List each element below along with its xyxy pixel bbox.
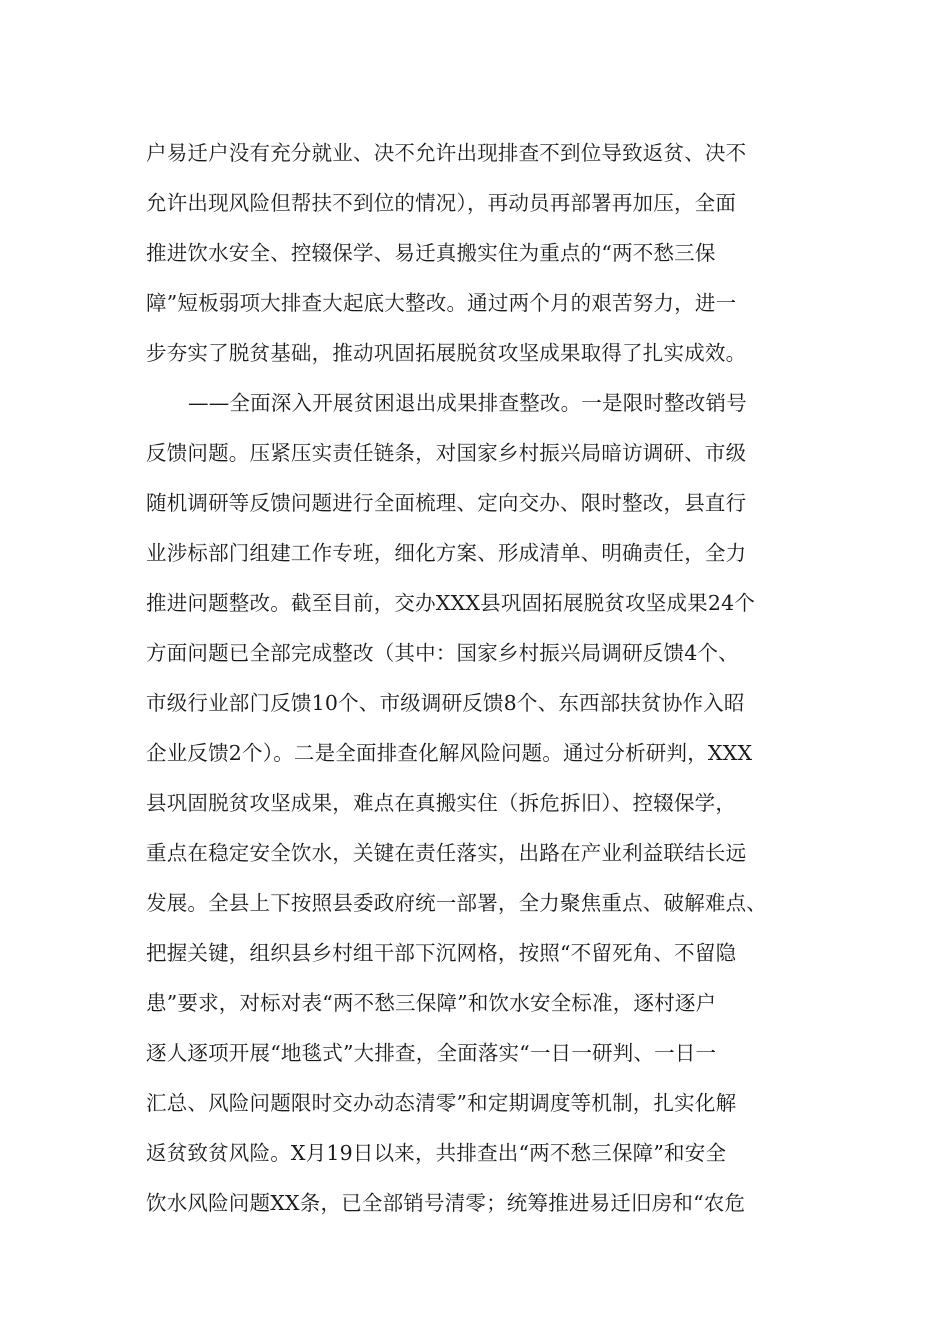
text-line: 步夯实了脱贫基础，推动巩固拓展脱贫攻坚成果取得了扎实成效。 bbox=[146, 341, 747, 365]
text-line: 把握关键，组织县乡村组干部下沉网格，按照“不留死角、不留隐 bbox=[146, 941, 737, 965]
text-line: 返贫致贫风险。X月19日以来，共排查出“两不愁三保障”和安全 bbox=[146, 1141, 727, 1165]
text-line: 患”要求，对标对表“两不愁三保障”和饮水安全标准，逐村逐户 bbox=[146, 991, 717, 1015]
text-line: 方面问题已全部完成整改（其中：国家乡村振兴局调研反馈4个、 bbox=[146, 641, 739, 665]
paragraph-start-line: ——全面深入开展贫困退出成果排查整改。一是限时整改销号 bbox=[188, 391, 747, 415]
text-line: 发展。全县上下按照县委政府统一部署，全力聚焦重点、破解难点、 bbox=[146, 891, 767, 915]
text-line: 允许出现风险但帮扶不到位的情况），再动员再部署再加压，全面 bbox=[146, 191, 737, 215]
text-line: 推进饮水安全、控辍保学、易迁真搬实住为重点的“两不愁三保 bbox=[146, 241, 716, 265]
text-line: 饮水风险问题XX条，已全部销号清零；统筹推进易迁旧房和“农危 bbox=[146, 1191, 746, 1215]
text-line: 户易迁户没有充分就业、决不允许出现排查不到位导致返贫、决不 bbox=[146, 141, 747, 165]
text-line: 县巩固脱贫攻坚成果，难点在真搬实住（拆危拆旧）、控辍保学， bbox=[146, 791, 737, 815]
text-line: 障”短板弱项大排查大起底大整改。通过两个月的艰苦努力，进一 bbox=[146, 291, 737, 315]
text-line: 企业反馈2个）。二是全面排查化解风险问题。通过分析研判，XXX bbox=[146, 741, 753, 765]
text-line: 逐人逐项开展“地毯式”大排查，全面落实“一日一研判、一日一 bbox=[146, 1041, 717, 1065]
text-line: 随机调研等反馈问题进行全面梳理、定向交办、限时整改，县直行 bbox=[146, 491, 747, 515]
text-line: 业涉标部门组建工作专班，细化方案、形成清单、明确责任，全力 bbox=[146, 541, 747, 565]
body-text bbox=[146, 128, 806, 1228]
text-line: 推进问题整改。截至目前，交办XXX县巩固拓展脱贫攻坚成果24个 bbox=[146, 591, 756, 615]
text-line: 市级行业部门反馈10个、市级调研反馈8个、东西部扶贫协作入昭 bbox=[146, 691, 745, 715]
text-line: 汇总、风险问题限时交办动态清零”和定期调度等机制，扎实化解 bbox=[146, 1091, 737, 1115]
text-line: 重点在稳定安全饮水，关键在责任落实，出路在产业利益联结长远 bbox=[146, 841, 747, 865]
text-line: 反馈问题。压紧压实责任链条，对国家乡村振兴局暗访调研、市级 bbox=[146, 441, 747, 465]
